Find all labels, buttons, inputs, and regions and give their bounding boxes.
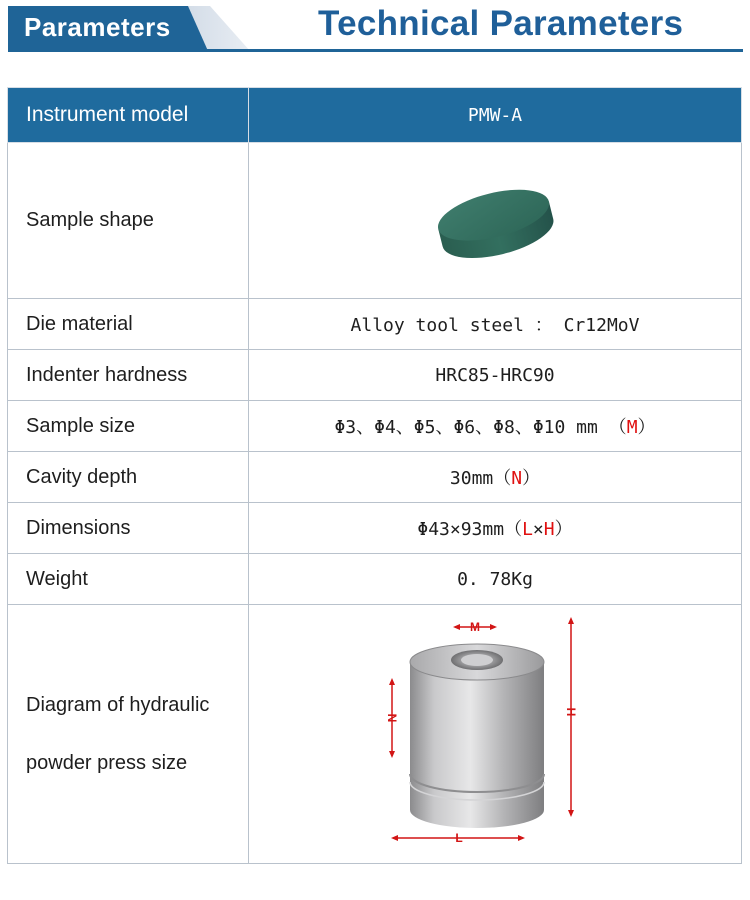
- cavity-depth-value: [249, 452, 742, 503]
- dimensions-symbol-l: L: [522, 519, 533, 540]
- dimension-h-label: H: [564, 707, 578, 717]
- die-material-label: Die material: [8, 299, 249, 350]
- cavity-depth-close: ）: [522, 468, 541, 489]
- instrument-model-label: Instrument model: [8, 88, 249, 143]
- sample-size-label: Sample size: [8, 401, 249, 452]
- page-header: [0, 0, 750, 56]
- table-row: [8, 88, 742, 143]
- header-tab-label: Parameters: [24, 12, 171, 42]
- sample-size-close: ）: [637, 417, 656, 438]
- cavity-depth-text: 30mm（: [449, 468, 512, 489]
- dimension-l-label: L: [455, 831, 463, 845]
- diagram-cell: [249, 605, 742, 864]
- header-divider: [8, 49, 743, 52]
- dimensions-value: [249, 503, 742, 554]
- dimension-m-label: M: [470, 620, 480, 634]
- table-row: [8, 401, 742, 452]
- die-body: [410, 644, 544, 828]
- cavity-depth-label: Cavity depth: [8, 452, 249, 503]
- indenter-hardness-value: HRC85-HRC90: [249, 350, 742, 401]
- dimensions-close: ）: [554, 519, 573, 540]
- dimensions-symbol-h: H: [543, 519, 555, 540]
- table-row: [8, 143, 742, 299]
- dimensions-label: Dimensions: [8, 503, 249, 554]
- table-row: [8, 452, 742, 503]
- press-die-diagram: [375, 616, 615, 852]
- dimensions-text: Φ43×93mm（: [417, 519, 523, 540]
- dimensions-times: ×: [532, 519, 544, 540]
- indenter-hardness-label: Indenter hardness: [8, 350, 249, 401]
- table-row: [8, 350, 742, 401]
- diagram-label-line1: Diagram of hydraulic: [26, 694, 210, 716]
- page-title: Technical Parameters: [318, 4, 684, 43]
- sample-shape-cell: [249, 143, 742, 299]
- sample-shape-label: Sample shape: [8, 143, 249, 299]
- spec-table: [7, 87, 742, 864]
- weight-value: 0. 78Kg: [249, 554, 742, 605]
- sample-size-value: [249, 401, 742, 452]
- dimension-n-label: N: [385, 713, 399, 723]
- table-row: [8, 503, 742, 554]
- sample-puck-image: [430, 181, 560, 261]
- table-row: [8, 299, 742, 350]
- die-material-value: Alloy tool steel ： Cr12MoV: [249, 299, 742, 350]
- table-row: [8, 554, 742, 605]
- weight-label: Weight: [8, 554, 249, 605]
- instrument-model-value: PMW-A: [249, 88, 742, 143]
- diagram-label-line2: powder press size: [26, 752, 188, 774]
- sample-size-text: Φ3、Φ4、Φ5、Φ6、Φ8、Φ10 mm （: [334, 417, 627, 438]
- dimension-h-arrow: [568, 617, 574, 817]
- sample-size-symbol: M: [626, 417, 638, 438]
- cavity-depth-symbol: N: [511, 468, 523, 489]
- table-row: [8, 605, 742, 864]
- diagram-label: [8, 605, 249, 864]
